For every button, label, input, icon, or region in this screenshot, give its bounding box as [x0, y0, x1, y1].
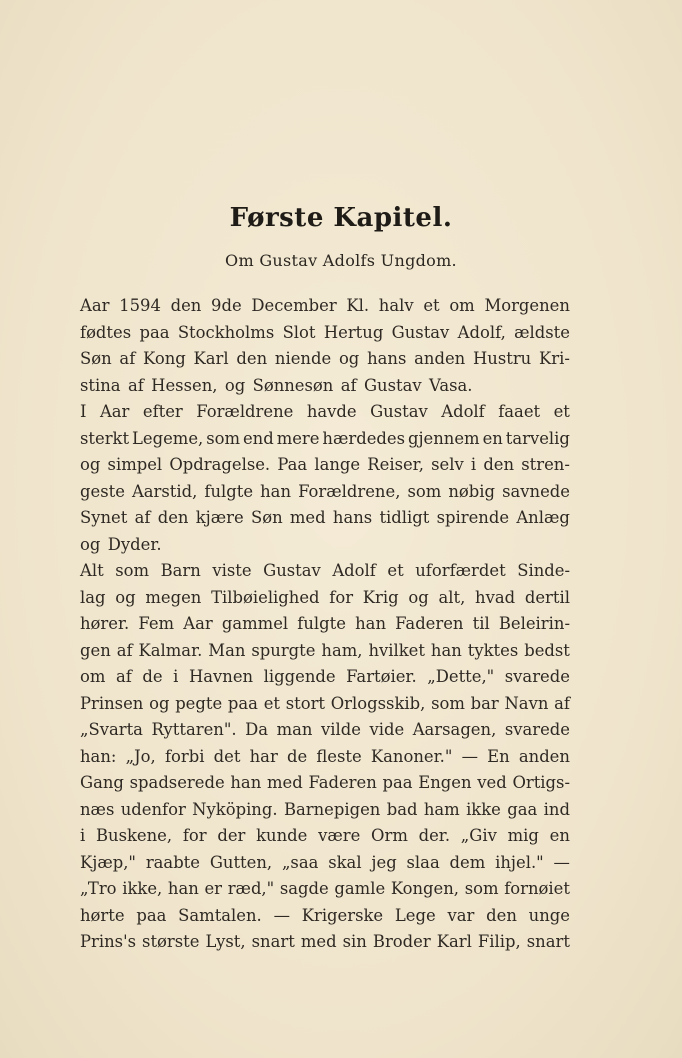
text-line: Aar 1594 den 9de December Kl. halv et om Morgenen [80, 296, 570, 315]
text-line: Prinsen og pegte paa et stort Orlogsskib, som bar Navn af [80, 693, 570, 713]
text-line: i Buskene, for der kunde være Orm der. „Giv mig en [80, 826, 570, 845]
text-line: og simpel Opdragelse. Paa lange Reiser, selv i den stren- [80, 455, 570, 474]
text-line: fødtes paa Stockholms Slot Hertug Gustav Adolf, ældste [80, 322, 570, 342]
text-line: hører. Fem Aar gammel fulgte han Faderen til Beleirin- [80, 614, 570, 633]
text-line: „Svarta Ryttaren". Da man vilde vide Aarsagen, svarede [80, 720, 570, 739]
body-text [80, 293, 570, 956]
text-line: hørte paa Samtalen. — Krigerske Lege var den unge [80, 905, 570, 925]
text-line: sterkt Legeme, som end mere hærdedes gjennem en tarvelig [80, 428, 570, 448]
text-line: næs udenfor Nyköping. Barnepigen bad ham ikke gaa ind [80, 799, 570, 819]
text-line: Kjæp," raabte Gutten, „saa skal jeg slaa dem ihjel." — [80, 852, 570, 872]
text-line: I Aar efter Forældrene havde Gustav Adolf faaet et [80, 402, 570, 421]
chapter-subtitle: Om Gustav Adolfs Ungdom. [225, 251, 457, 270]
chapter-title: Første Kapitel. [229, 203, 453, 233]
text-line: Søn af Kong Karl den niende og hans anden Hustru Kri- [80, 349, 570, 368]
text-line: geste Aarstid, fulgte han Forældrene, som nøbig savnede [80, 481, 570, 501]
text-line: Prins's største Lyst, snart med sin Broder Karl Filip, snart [80, 932, 570, 951]
text-line: Alt som Barn viste Gustav Adolf et uforfærdet Sinde- [80, 561, 570, 580]
text-line: og Dyder. [80, 534, 162, 554]
text-line: om af de i Havnen liggende Fartøier. „Dette," svarede [80, 667, 570, 686]
text-line: lag og megen Tilbøielighed for Krig og alt, hvad dertil [80, 587, 570, 607]
text-line: Synet af den kjære Søn med hans tidligt spirende Anlæg [80, 508, 570, 527]
text-line: gen af Kalmar. Man spurgte ham, hvilket han tyktes bedst [80, 640, 570, 660]
text-line: han: „Jo, forbi det har de fleste Kanoner." — En anden [80, 746, 570, 766]
text-line: „Tro ikke, han er ræd," sagde gamle Kongen, som fornøiet [80, 879, 570, 898]
text-line: stina af Hessen, og Sønnesøn af Gustav Vasa. [80, 375, 473, 395]
text-line: Gang spadserede han med Faderen paa Engen ved Ortigs- [80, 773, 570, 792]
